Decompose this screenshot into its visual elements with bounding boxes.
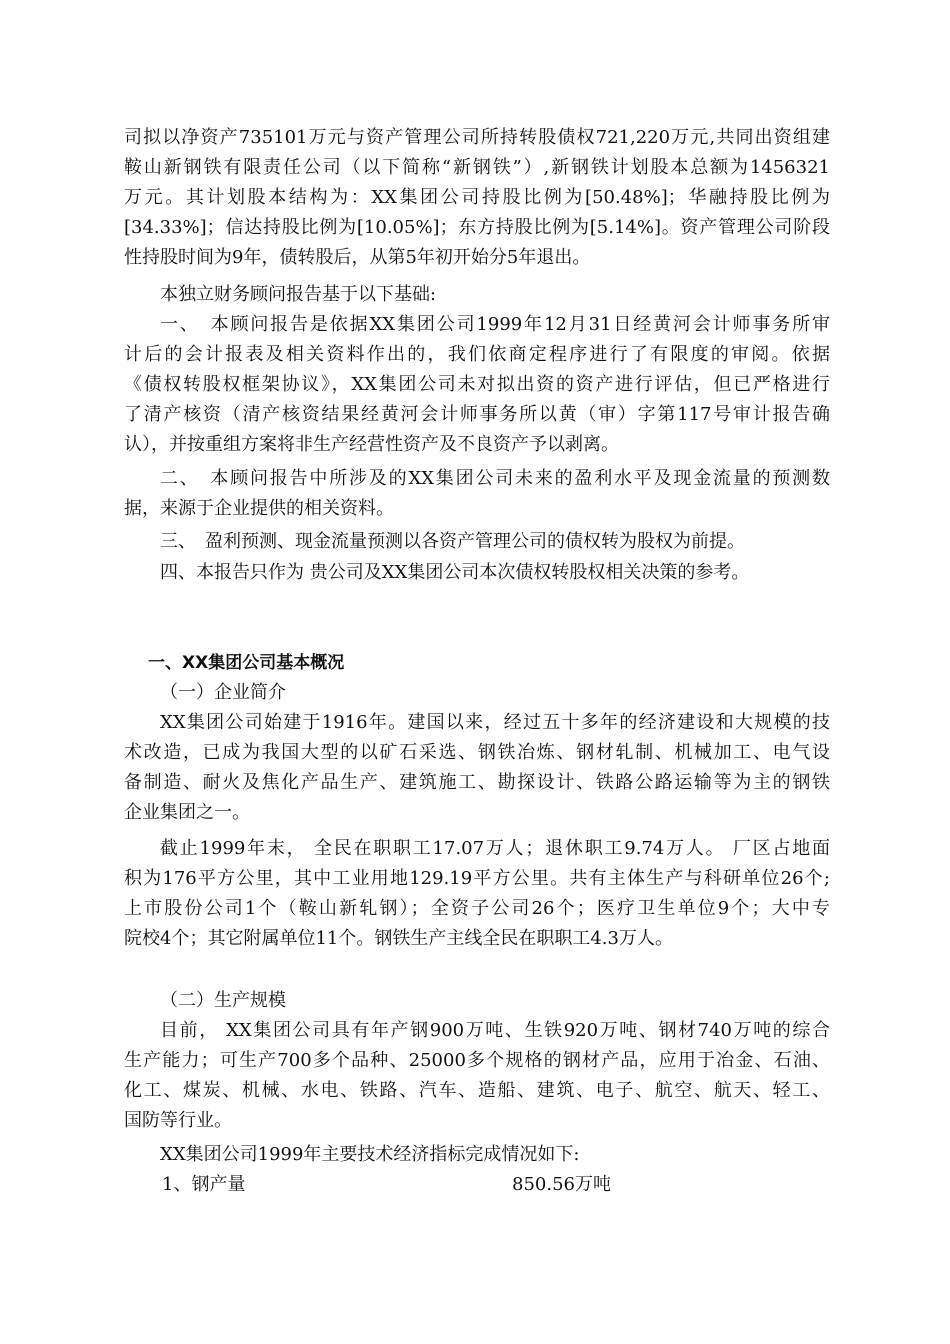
text-line: 备制造、耐火及焦化产品生产、建筑施工、勘探设计、铁路公路运输等为主的钢铁: [124, 772, 830, 793]
text-line: 化工、煤炭、机械、水电、铁路、汽车、造船、建筑、电子、航空、航天、轻工、: [124, 1080, 830, 1101]
text-line: 生产能力；可生产700多个品种、25000多个规格的钢材产品，应用于冶金、石油、: [124, 1050, 830, 1071]
section-heading: 一、XX集团公司基本概况: [148, 653, 345, 673]
text-line: 认），并按重组方案将非生产经营性资产及不良资产予以剥离。: [124, 434, 619, 455]
text-line: 四、本报告只作为 贵公司及XX集团公司本次债权转股权相关决策的参考。: [160, 562, 750, 583]
text-line: 鞍山新钢铁有限责任公司（以下简称“新钢铁”）,新钢铁计划股本总额为1456321: [124, 157, 830, 178]
text-line: 术改造，已成为我国大型的以矿石采选、钢铁冶炼、钢材轧制、机械加工、电气设: [124, 742, 830, 763]
text-line: XX集团公司1999年主要技术经济指标完成情况如下:: [160, 1144, 580, 1165]
text-line: XX集团公司始建于1916年。建国以来，经过五十多年的经济建设和大规模的技: [160, 712, 830, 733]
text-line: 国防等行业。: [124, 1110, 232, 1131]
text-line: 据，来源于企业提供的相关资料。: [124, 498, 394, 519]
indicator-value: 850.56万吨: [512, 1174, 611, 1195]
subsection-heading: （一）企业简介: [160, 682, 286, 703]
text-line: 性持股时间为9年，债转股后，从第5年初开始分5年退出。: [124, 247, 591, 268]
text-line: 一、 本顾问报告是依据XX集团公司1999年12月31日经黄河会计师事务所审: [160, 314, 830, 335]
text-line: 二、 本顾问报告中所涉及的XX集团公司未来的盈利水平及现金流量的预测数: [160, 468, 830, 489]
text-line: 截止1999年末， 全民在职职工17.07万人；退休职工9.74万人。 厂区占地面: [160, 838, 830, 859]
text-line: 《债权转股权框架协议》，XX集团公司未对拟出资的资产进行评估，但已严格进行: [124, 374, 830, 395]
text-line: [34.33%]；信达持股比例为[10.05%]；东方持股比例为[5.14%]。资产管理公司阶段: [124, 217, 830, 238]
text-line: 了清产核资（清产核资结果经黄河会计师事务所以黄（审）字第117号审计报告确: [124, 404, 830, 425]
text-line: 本独立财务顾问报告基于以下基础:: [160, 284, 437, 305]
text-line: 院校4个；其它附属单位11个。钢铁生产主线全民在职职工4.3万人。: [124, 928, 673, 949]
text-line: 计后的会计报表及相关资料作出的，我们依商定程序进行了有限度的审阅。依据: [124, 344, 830, 365]
text-line: 三、 盈利预测、现金流量预测以各资产管理公司的债权转为股权为前提。: [160, 531, 745, 552]
indicator-label: 1、钢产量: [162, 1174, 246, 1195]
text-line: 积为176平方公里，其中工业用地129.19平方公里。共有主体生产与科研单位26个;: [124, 868, 830, 889]
text-line: 万元。其计划股本结构为：XX集团公司持股比例为[50.48%]；华融持股比例为: [124, 187, 830, 208]
text-line: 目前， XX集团公司具有年产钢900万吨、生铁920万吨、钢材740万吨的综合: [160, 1020, 830, 1041]
text-line: 企业集团之一。: [124, 802, 250, 823]
subsection-heading: （二）生产规模: [160, 990, 286, 1011]
text-line: 司拟以净资产735101万元与资产管理公司所持转股债权721,220万元,共同出资组建: [124, 127, 830, 148]
text-line: 上市股份公司1个（鞍山新轧钢）；全资子公司26个；医疗卫生单位9个；大中专: [124, 898, 830, 919]
